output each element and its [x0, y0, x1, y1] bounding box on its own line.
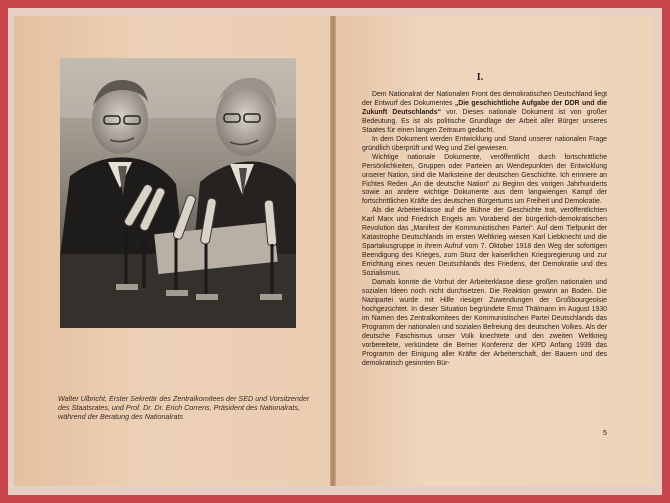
photo-illustration [60, 58, 296, 328]
paragraph: In dem Dokument werden Entwicklung und Stand unserer nationalen Frage gründlich überprüft und Weg und Ziel gewiesen. [362, 135, 607, 152]
paragraph: Wichtige nationale Dokumente, veröffentlicht durch fortschrittliche Persönlichkeiten, Gruppen oder Parteien an Wendepunkten der Entwicklung unserer Nation, sind die Marksteine der deutschen Geschichte. Ich erinnere an Fichtes Reden „An die deutsche Nation“ zu Beginn des vorigen Jahrhunderts sowie an andere wichtige Dokumente aus dem langwierigen Kampf der fortschrittlichen Kräfte des deutschen Bürgertums um Freiheit und Demokratie. [362, 153, 607, 206]
page-number: 5 [603, 430, 607, 437]
paragraph: Damals konnte die Vorhut der Arbeiterklasse diese großen nationalen und sozialen Ideen noch nicht durchsetzen. Die Reaktion gewann an Boden. Die Nazipartei wurde mit Hilfe riesiger Zuwendungen der Großbourgeoisie hochgezüchtet. In dieser Situation begründete Ernst Thälmann im August 1930 im Namen des Zentralkomitees der Kommunistischen Partei Deutschlands das Programm der nationalen und sozialen Befreiung des deutschen Volkes. Als der deutsche Faschismus unser Volk knechtete und den zweiten Weltkrieg vorbereitete, verkündete die Berner Konferenz der KPD Anfang 1939 das Programm der Einigung aller Kräfte der Arbeiterschaft, der Bauern und des demokratisch gesinnten Bür- [362, 279, 607, 367]
photo-caption: Walter Ulbricht, Erster Sekretär des Zentralkomitees der SED und Vorsitzender des Staatsrates, und Prof. Dr. Dr. Erich Correns, Präsident des Nationalrats, während der Beratung des Nationalrats [58, 394, 310, 422]
paragraph: Als die Arbeiterklasse auf die Bühne der Geschichte trat, veröffentlichten Karl Marx und Friedrich Engels am Vorabend der bürgerlich-demokratischen Revolution das „Manifest der Kommunistischen Partei“. Auf dem Tiefpunkt der Katastrophe Deutschlands im ersten Weltkrieg wiesen Karl Liebknecht und die Spartakusgruppe in ihrem Aufruf vom 7. Oktober 1918 den Weg der sofortigen Beendigung des Krieges, zum Sturz der kaiserlichen Kriegsregierung und zur Errichtung eines neuen Deutschlands des Friedens, der Demokratie und des Sozialismus. [362, 207, 607, 278]
body-text [362, 91, 607, 369]
paragraph: Dem Nationalrat der Nationalen Front des demokratischen Deutschland liegt der Entwurf des Dokumentes „Die geschichtliche Aufgabe der DDR und die Zukunft Deutschlands“ vor. Dieses nationale Dokument ist von großer Bedeutung. Es ist als politische Grundlage der Arbeit aller Bürger unseres Staates für einen langen Zeitraum gedacht. [362, 91, 607, 134]
book-gutter [330, 16, 336, 486]
chapter-heading: I. [476, 72, 484, 83]
photo-two-men-at-microphones [60, 58, 296, 328]
